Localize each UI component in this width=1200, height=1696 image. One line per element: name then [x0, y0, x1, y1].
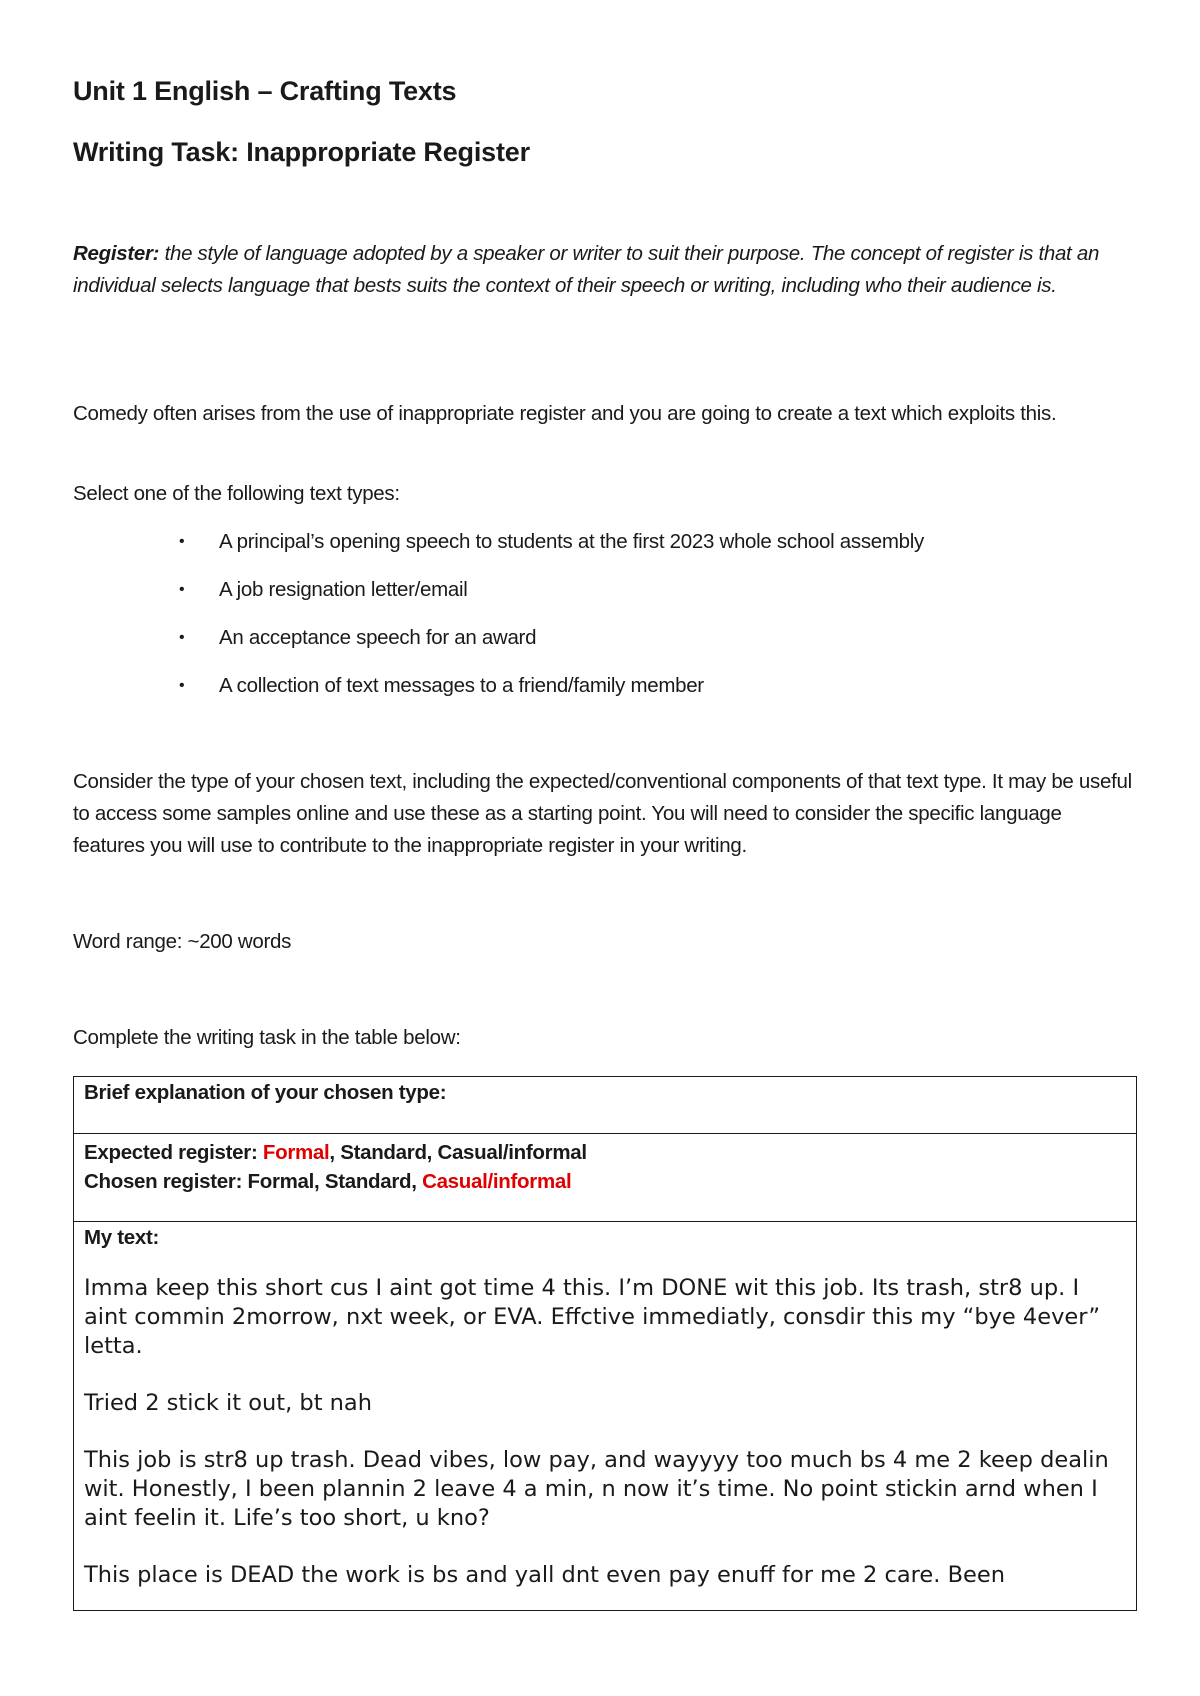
list-item-label: A collection of text messages to a friend/family member: [219, 674, 704, 697]
my-text-body: [84, 1274, 1124, 1603]
bullet-icon: •: [179, 677, 185, 694]
brief-explanation-label: Brief explanation of your chosen type:: [84, 1081, 447, 1104]
bullet-icon: •: [179, 533, 185, 550]
list-item: [179, 622, 924, 670]
expected-register-line: [84, 1138, 1126, 1167]
list-item: [179, 670, 924, 718]
word-range: Word range: ~200 words: [73, 930, 292, 953]
chosen-register-line: [84, 1167, 1126, 1196]
my-text-paragraph: Imma keep this short cus I aint got time 4 this. I’m DONE wit this job. Its trash, str8 up. I aint commin 2morrow, nxt week, or EVA. Effctive immediatly, consdir this my “bye 4ever” letta.: [84, 1275, 1101, 1359]
select-instruction: Select one of the following text types:: [73, 482, 400, 505]
list-item-label: A principal’s opening speech to students at the first 2023 whole school assembly: [219, 530, 924, 553]
my-text-paragraph: Tried 2 stick it out, bt nah: [84, 1390, 372, 1416]
list-item: [179, 526, 924, 574]
list-item: [179, 574, 924, 622]
table-row: [74, 1077, 1137, 1134]
expected-register-rest: , Standard, Casual/informal: [329, 1141, 587, 1164]
complete-instruction: Complete the writing task in the table below:: [73, 1026, 461, 1049]
chosen-register-highlight: Casual/informal: [422, 1170, 572, 1193]
my-text-label: My text:: [84, 1226, 160, 1249]
chosen-register-label: Chosen register: Formal, Standard,: [84, 1170, 423, 1193]
my-text-paragraph: This place is DEAD the work is bs and yall dnt even pay enuff for me 2 care. Been: [84, 1562, 1005, 1588]
brief-explanation-cell[interactable]: [74, 1077, 1137, 1134]
text-type-list: [179, 526, 924, 718]
expected-register-label: Expected register:: [84, 1141, 263, 1164]
writing-task-table: [73, 1076, 1137, 1611]
table-row: [74, 1222, 1137, 1611]
bullet-icon: •: [179, 629, 185, 646]
bullet-icon: •: [179, 581, 185, 598]
document-title: Unit 1 English – Crafting Texts: [73, 76, 457, 106]
my-text-viewport: [74, 1222, 1136, 1603]
definition-term: Register:: [73, 242, 160, 265]
list-item-label: A job resignation letter/email: [219, 578, 468, 601]
expected-register-highlight: Formal: [262, 1141, 330, 1164]
register-cell[interactable]: [74, 1134, 1137, 1222]
intro-paragraph: Comedy often arises from the use of inappropriate register and you are going to create a text which exploits this.: [73, 402, 1057, 425]
table-row: [74, 1134, 1137, 1222]
consider-paragraph: Consider the type of your chosen text, including the expected/conventional components of that text type. It may be useful to access some samples online and use these as a starting point. You will need to consider the specific language features you will use to contribute to the inappropriate register in your writing.: [73, 770, 1132, 857]
register-definition: [73, 238, 1133, 302]
definition-text: the style of language adopted by a speaker or writer to suit their purpose. The concept of register is that an individual selects language that bests suits the context of their speech or writing, including who their audience is.: [73, 242, 1100, 297]
my-text-cell[interactable]: [74, 1222, 1137, 1611]
list-item-label: An acceptance speech for an award: [219, 626, 537, 649]
my-text-paragraph: This job is str8 up trash. Dead vibes, low pay, and wayyyy too much bs 4 me 2 keep dealin wit. Honestly, I been plannin 2 leave 4 a min, n now it’s time. No point stickin arnd when I aint feelin it. Life’s too short, u kno?: [84, 1447, 1109, 1531]
task-title: Writing Task: Inappropriate Register: [73, 137, 530, 167]
